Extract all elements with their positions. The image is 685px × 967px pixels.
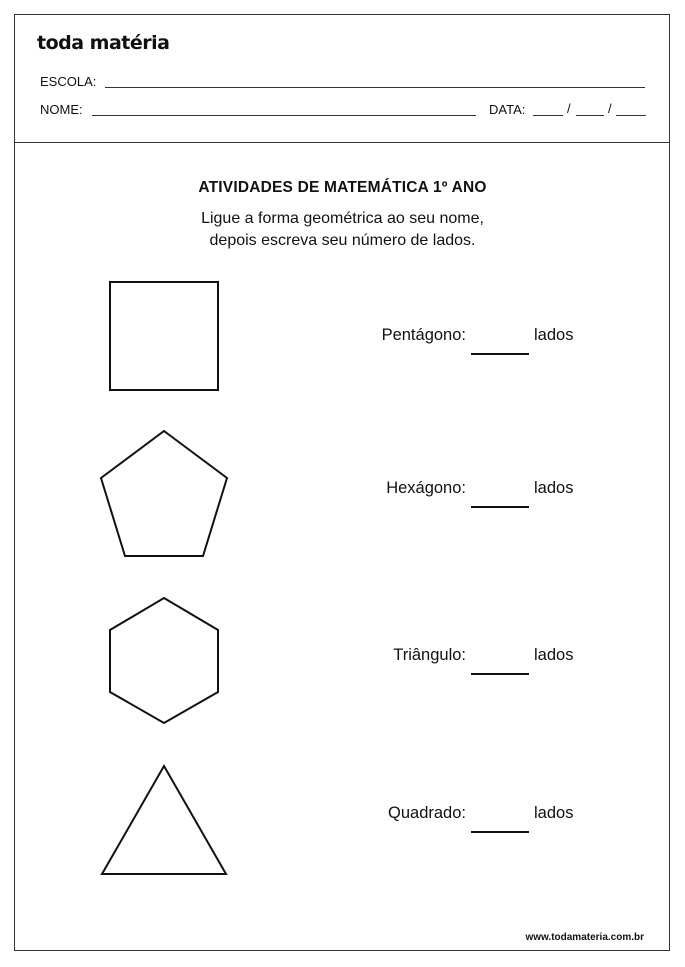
school-field[interactable]: [105, 87, 645, 88]
date-separator: /: [567, 101, 571, 116]
answer-line[interactable]: [471, 353, 529, 355]
sides-label: lados: [534, 646, 574, 664]
date-day-field[interactable]: [533, 115, 563, 116]
school-label: ESCOLA:: [40, 74, 97, 89]
answer-line[interactable]: [471, 673, 529, 675]
instructions: [0, 208, 685, 252]
instruction-line: depois escreva seu número de lados.: [209, 232, 476, 249]
shape-name-row: [340, 804, 600, 834]
answer-line[interactable]: [471, 831, 529, 833]
date-label: DATA:: [489, 102, 526, 117]
shape-name-row: [340, 326, 600, 356]
name-label: NOME:: [40, 102, 83, 117]
header-divider: [14, 142, 670, 143]
date-month-field[interactable]: [576, 115, 604, 116]
sides-label: lados: [534, 479, 574, 497]
date-separator: /: [608, 101, 612, 116]
footer-website[interactable]: www.todamateria.com.br: [525, 932, 644, 943]
hexagon-shape-icon[interactable]: [108, 597, 220, 725]
shape-name: Quadrado:: [388, 804, 466, 822]
triangle-shape-icon[interactable]: [100, 764, 228, 876]
pentagon-shape-icon[interactable]: [100, 430, 228, 558]
date-year-field[interactable]: [616, 115, 646, 116]
square-shape-icon[interactable]: [109, 281, 219, 391]
shape-name: Triângulo:: [393, 646, 466, 664]
shape-name: Pentágono:: [381, 326, 466, 344]
shape-name-row: [340, 479, 600, 509]
sides-label: lados: [534, 804, 574, 822]
sides-label: lados: [534, 326, 574, 344]
shape-name: Hexágono:: [386, 479, 466, 497]
answer-line[interactable]: [471, 506, 529, 508]
name-field[interactable]: [92, 115, 476, 116]
instruction-line: Ligue a forma geométrica ao seu nome,: [201, 210, 484, 227]
worksheet-title: ATIVIDADES DE MATEMÁTICA 1º ANO: [198, 179, 487, 196]
brand-logo: toda matéria: [37, 32, 170, 54]
shape-name-row: [340, 646, 600, 676]
